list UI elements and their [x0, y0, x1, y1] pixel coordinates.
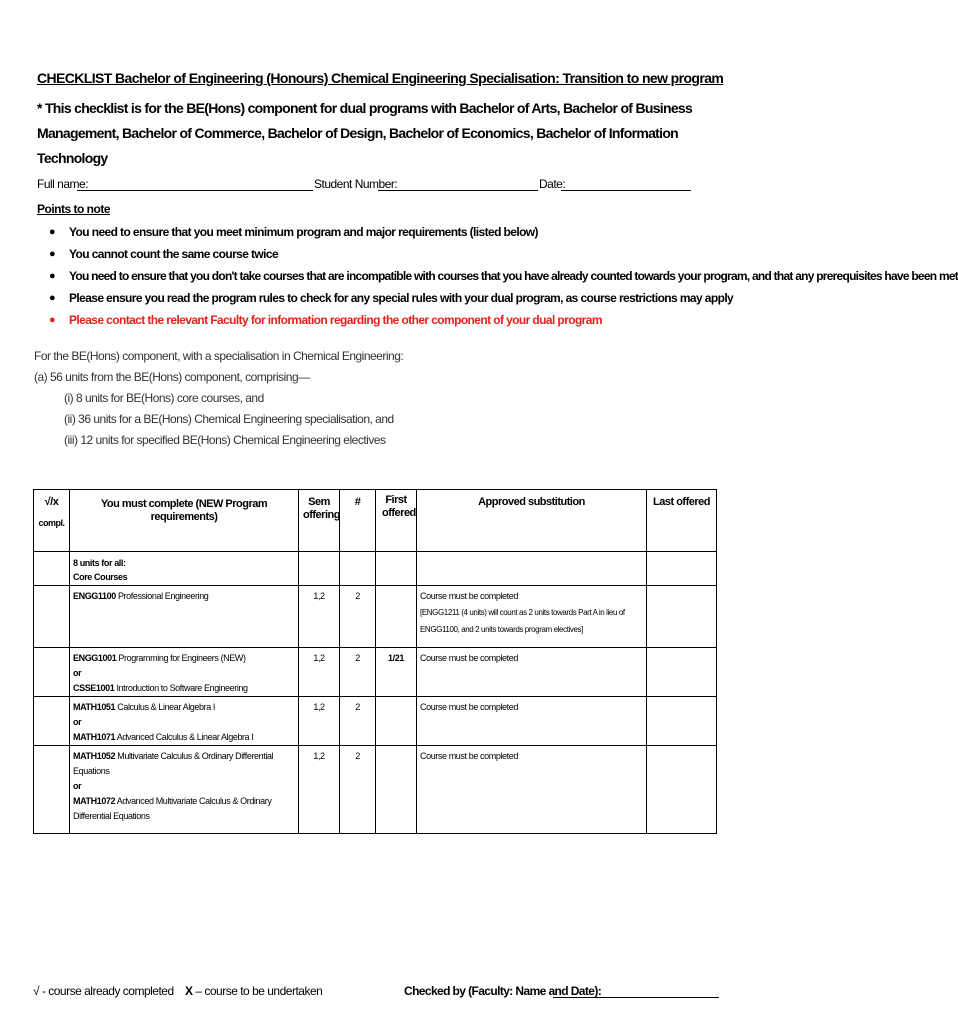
approved-substitution-cell: Course must be completed	[417, 746, 647, 834]
course-name: Introduction to Software Engineering	[114, 683, 248, 693]
legend-completed: √ - course already completed	[33, 984, 174, 998]
intro-line: (a) 56 units from the BE(Hons) component, comprising—	[34, 370, 310, 384]
approved-substitution-cell: Course must be completed	[417, 697, 647, 746]
last-offered-cell	[647, 586, 717, 648]
point-text: Please ensure you read the program rules to check for any special rules with your dual program, as course restrictions may apply	[69, 291, 734, 305]
course-code: MATH1052	[73, 751, 116, 761]
date-label: Date:	[539, 177, 566, 191]
must-complete-column-header: You must complete (NEW Program requirements)	[70, 490, 299, 552]
course-code: ENGG1001	[73, 653, 117, 663]
checked-by-label: Checked by (Faculty: Name and Date):	[404, 984, 602, 998]
or-label: or	[73, 781, 82, 791]
first-offered-column-header: First offered	[376, 490, 417, 552]
point-item	[45, 221, 755, 243]
table-header-row	[34, 490, 717, 552]
units-cell: 2	[340, 648, 376, 697]
check-cell[interactable]	[34, 586, 70, 648]
point-text: You need to ensure that you meet minimum program and major requirements (listed below)	[69, 225, 538, 239]
full-name-label: Full name:	[37, 177, 89, 191]
table-row	[34, 586, 717, 648]
legend	[33, 984, 322, 998]
document-subtitle: * This checklist is for the BE(Hons) component for dual programs with Bachelor of Arts, Bachelor of Business Management, Bachelor of Commerce, Bachelor of Design, Bachelor of Economics, Bachelor of Information Technology	[37, 100, 693, 166]
table-row	[34, 746, 717, 834]
section-subheading: Core Courses	[73, 572, 128, 582]
first-offered-cell: 1/21	[376, 648, 417, 697]
section-heading-cell	[70, 552, 299, 586]
checklist-table	[33, 489, 717, 834]
full-name-field[interactable]	[77, 190, 313, 191]
date-field[interactable]	[561, 190, 691, 191]
last-offered-cell	[647, 648, 717, 697]
course-code: CSSE1001	[73, 683, 115, 693]
point-item	[45, 265, 958, 287]
legend-undertaken: – course to be undertaken	[192, 984, 323, 998]
student-details-fields	[37, 175, 697, 195]
course-cell	[70, 746, 299, 834]
sem-offering-cell: 1,2	[299, 746, 340, 834]
check-cell[interactable]	[34, 746, 70, 834]
last-offered-cell	[647, 746, 717, 834]
units-cell: 2	[340, 746, 376, 834]
intro-line: (ii) 36 units for a BE(Hons) Chemical Engineering specialisation, and	[64, 412, 394, 426]
intro-line: (i) 8 units for BE(Hons) core courses, and	[64, 391, 264, 405]
point-text: You need to ensure that you don't take courses that are incompatible with courses that you have already counted towards your program, and that any prerequisites have been met	[69, 269, 958, 283]
sem-offering-column-header: Sem offering	[299, 490, 340, 552]
approved-substitution-column-header: Approved substitution	[417, 490, 647, 552]
course-name: Multivariate Calculus & Ordinary Differential Equations	[73, 751, 274, 776]
course-name: Advanced Calculus & Linear Algebra I	[115, 732, 254, 742]
bullet-icon: ●	[49, 226, 56, 238]
check-cell[interactable]	[34, 648, 70, 697]
student-number-label: Student Number:	[314, 177, 398, 191]
course-name: Calculus & Linear Algebra I	[115, 702, 216, 712]
course-cell	[70, 648, 299, 697]
course-name: Programming for Engineers (NEW)	[116, 653, 246, 663]
check-cell[interactable]	[34, 552, 70, 586]
table-row	[34, 648, 717, 697]
approved-substitution-cell: Course must be completed	[417, 648, 647, 697]
units-cell: 2	[340, 586, 376, 648]
section-row	[34, 552, 717, 586]
legend-x-symbol: X	[185, 984, 193, 998]
checked-by-field[interactable]	[553, 997, 719, 998]
point-item	[45, 243, 755, 265]
intro-line: (iii) 12 units for specified BE(Hons) Chemical Engineering electives	[64, 433, 386, 447]
sem-offering-cell: 1,2	[299, 697, 340, 746]
check-cell[interactable]	[34, 697, 70, 746]
points-list	[45, 221, 958, 331]
last-offered-column-header: Last offered	[647, 490, 717, 552]
or-label: or	[73, 717, 82, 727]
approved-text: Course must be completed	[420, 591, 518, 601]
course-name: Professional Engineering	[115, 591, 209, 601]
point-item	[45, 287, 755, 309]
course-code: MATH1072	[73, 796, 116, 806]
units-cell: 2	[340, 697, 376, 746]
document-title: CHECKLIST Bachelor of Engineering (Honours) Chemical Engineering Specialisation: Transition to new program	[37, 70, 724, 86]
course-cell	[70, 697, 299, 746]
course-cell	[70, 586, 299, 648]
first-offered-cell	[376, 586, 417, 648]
or-label: or	[73, 668, 82, 678]
course-name: Advanced Multivariate Calculus & Ordinary Differential Equations	[73, 796, 272, 821]
check-column-header: √/x compl.	[34, 490, 70, 552]
point-item-highlight	[45, 309, 755, 331]
bullet-icon: ●	[49, 270, 55, 282]
course-code: MATH1071	[73, 732, 116, 742]
course-code: MATH1051	[73, 702, 116, 712]
point-text: You cannot count the same course twice	[69, 247, 279, 261]
points-heading: Points to note	[37, 202, 110, 216]
point-text: Please contact the relevant Faculty for information regarding the other component of your dual program	[69, 313, 602, 327]
intro-line: For the BE(Hons) component, with a specialisation in Chemical Engineering:	[34, 349, 404, 363]
last-offered-cell	[647, 697, 717, 746]
approved-substitution-cell	[417, 586, 647, 648]
table-row	[34, 697, 717, 746]
sem-offering-cell: 1,2	[299, 648, 340, 697]
bullet-icon: ●	[49, 248, 56, 260]
program-requirements-intro	[34, 346, 403, 451]
bullet-icon: ●	[49, 292, 56, 304]
sem-offering-cell: 1,2	[299, 586, 340, 648]
first-offered-cell	[376, 746, 417, 834]
first-offered-cell	[376, 697, 417, 746]
section-heading: 8 units for all:	[73, 558, 126, 568]
bullet-icon: ●	[49, 314, 56, 326]
course-code: ENGG1100	[73, 591, 116, 601]
units-column-header: #	[340, 490, 376, 552]
student-number-field[interactable]	[378, 190, 538, 191]
approved-note: [ENGG1211 (4 units) will count as 2 units towards Part A in lieu of ENGG1100, and 2 units towards program electives]	[420, 608, 625, 634]
